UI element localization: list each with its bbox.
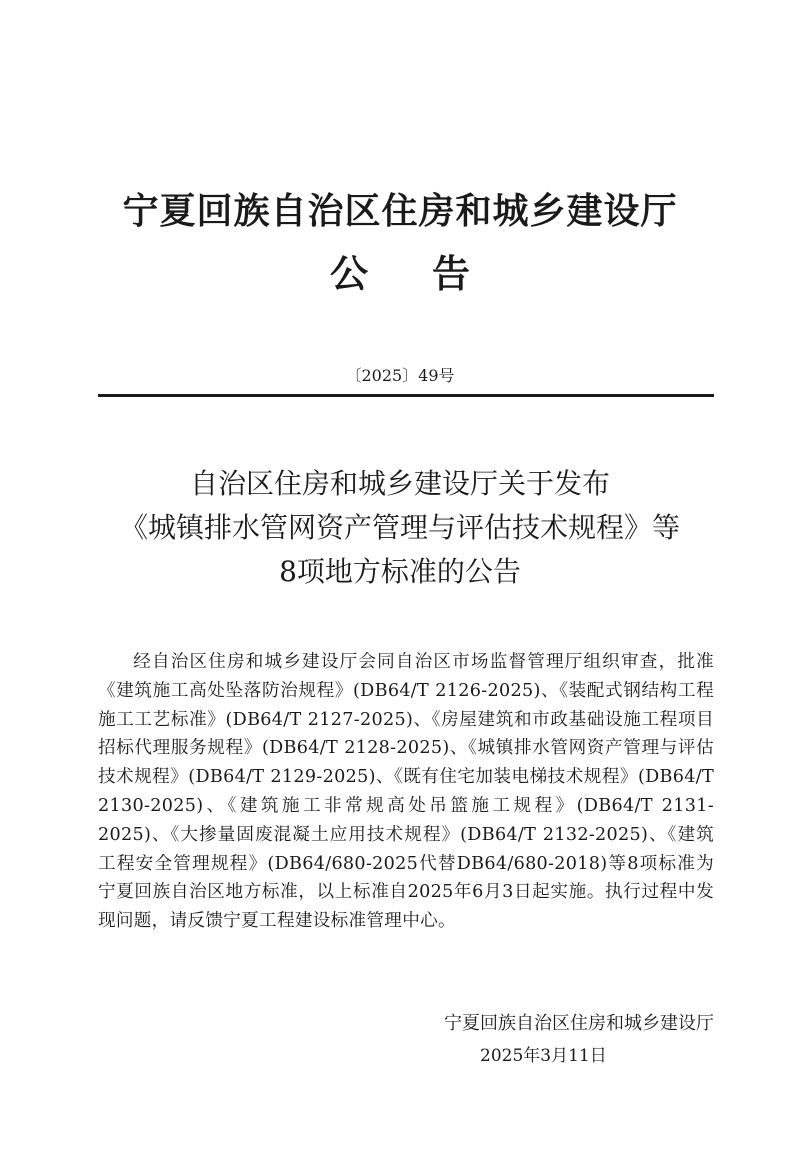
notice-title [60,462,740,594]
body-paragraph: 经自治区住房和城乡建设厅会同自治区市场监督管理厅组织审查，批准《建筑施工高处坠落防治规程》(DB64/T 2126-2025)、《装配式钢结构工程施工工艺标准》(DB64/T 2127-2025)、《房屋建筑和市政基础设施工程项目招标代理服务规程》(DB64/T 2128-2025)、《城镇排水管网资产管理与评估技术规程》(DB64/T 2129-2025)、《既有住宅加装电梯技术规程》(DB64/T 2130-2025)、《建筑施工非常规高处吊篮施工规程》(DB64/T 2131-2025)、《大掺量固废混凝土应用技术规程》(DB64/T 2132-2025)、《建筑工程安全管理规程》(DB64/680-2025代替DB64/680-2018)等8项标准为宁夏回族自治区地方标准，以上标准自2025年6月3日起实施。执行过程中发现问题，请反馈宁夏工程建设标准管理中心。 [98,652,714,932]
document-type: 公告 [329,252,534,296]
notice-title-line-1: 自治区住房和城乡建设厅关于发布 [189,467,610,500]
issue-date: 2025年3月11日 [480,1046,607,1066]
notice-title-line-3: 8项地方标准的公告 [279,555,521,588]
issuer-heading: 宁夏回族自治区住房和城乡建设厅 [122,191,678,232]
header-divider [98,394,714,397]
notice-title-line-2: 《城镇排水管网资产管理与评估技术规程》等 [119,511,680,544]
signatory: 宁夏回族自治区住房和城乡建设厅 [444,1013,714,1034]
document-number: 〔2025〕49号 [345,366,455,385]
